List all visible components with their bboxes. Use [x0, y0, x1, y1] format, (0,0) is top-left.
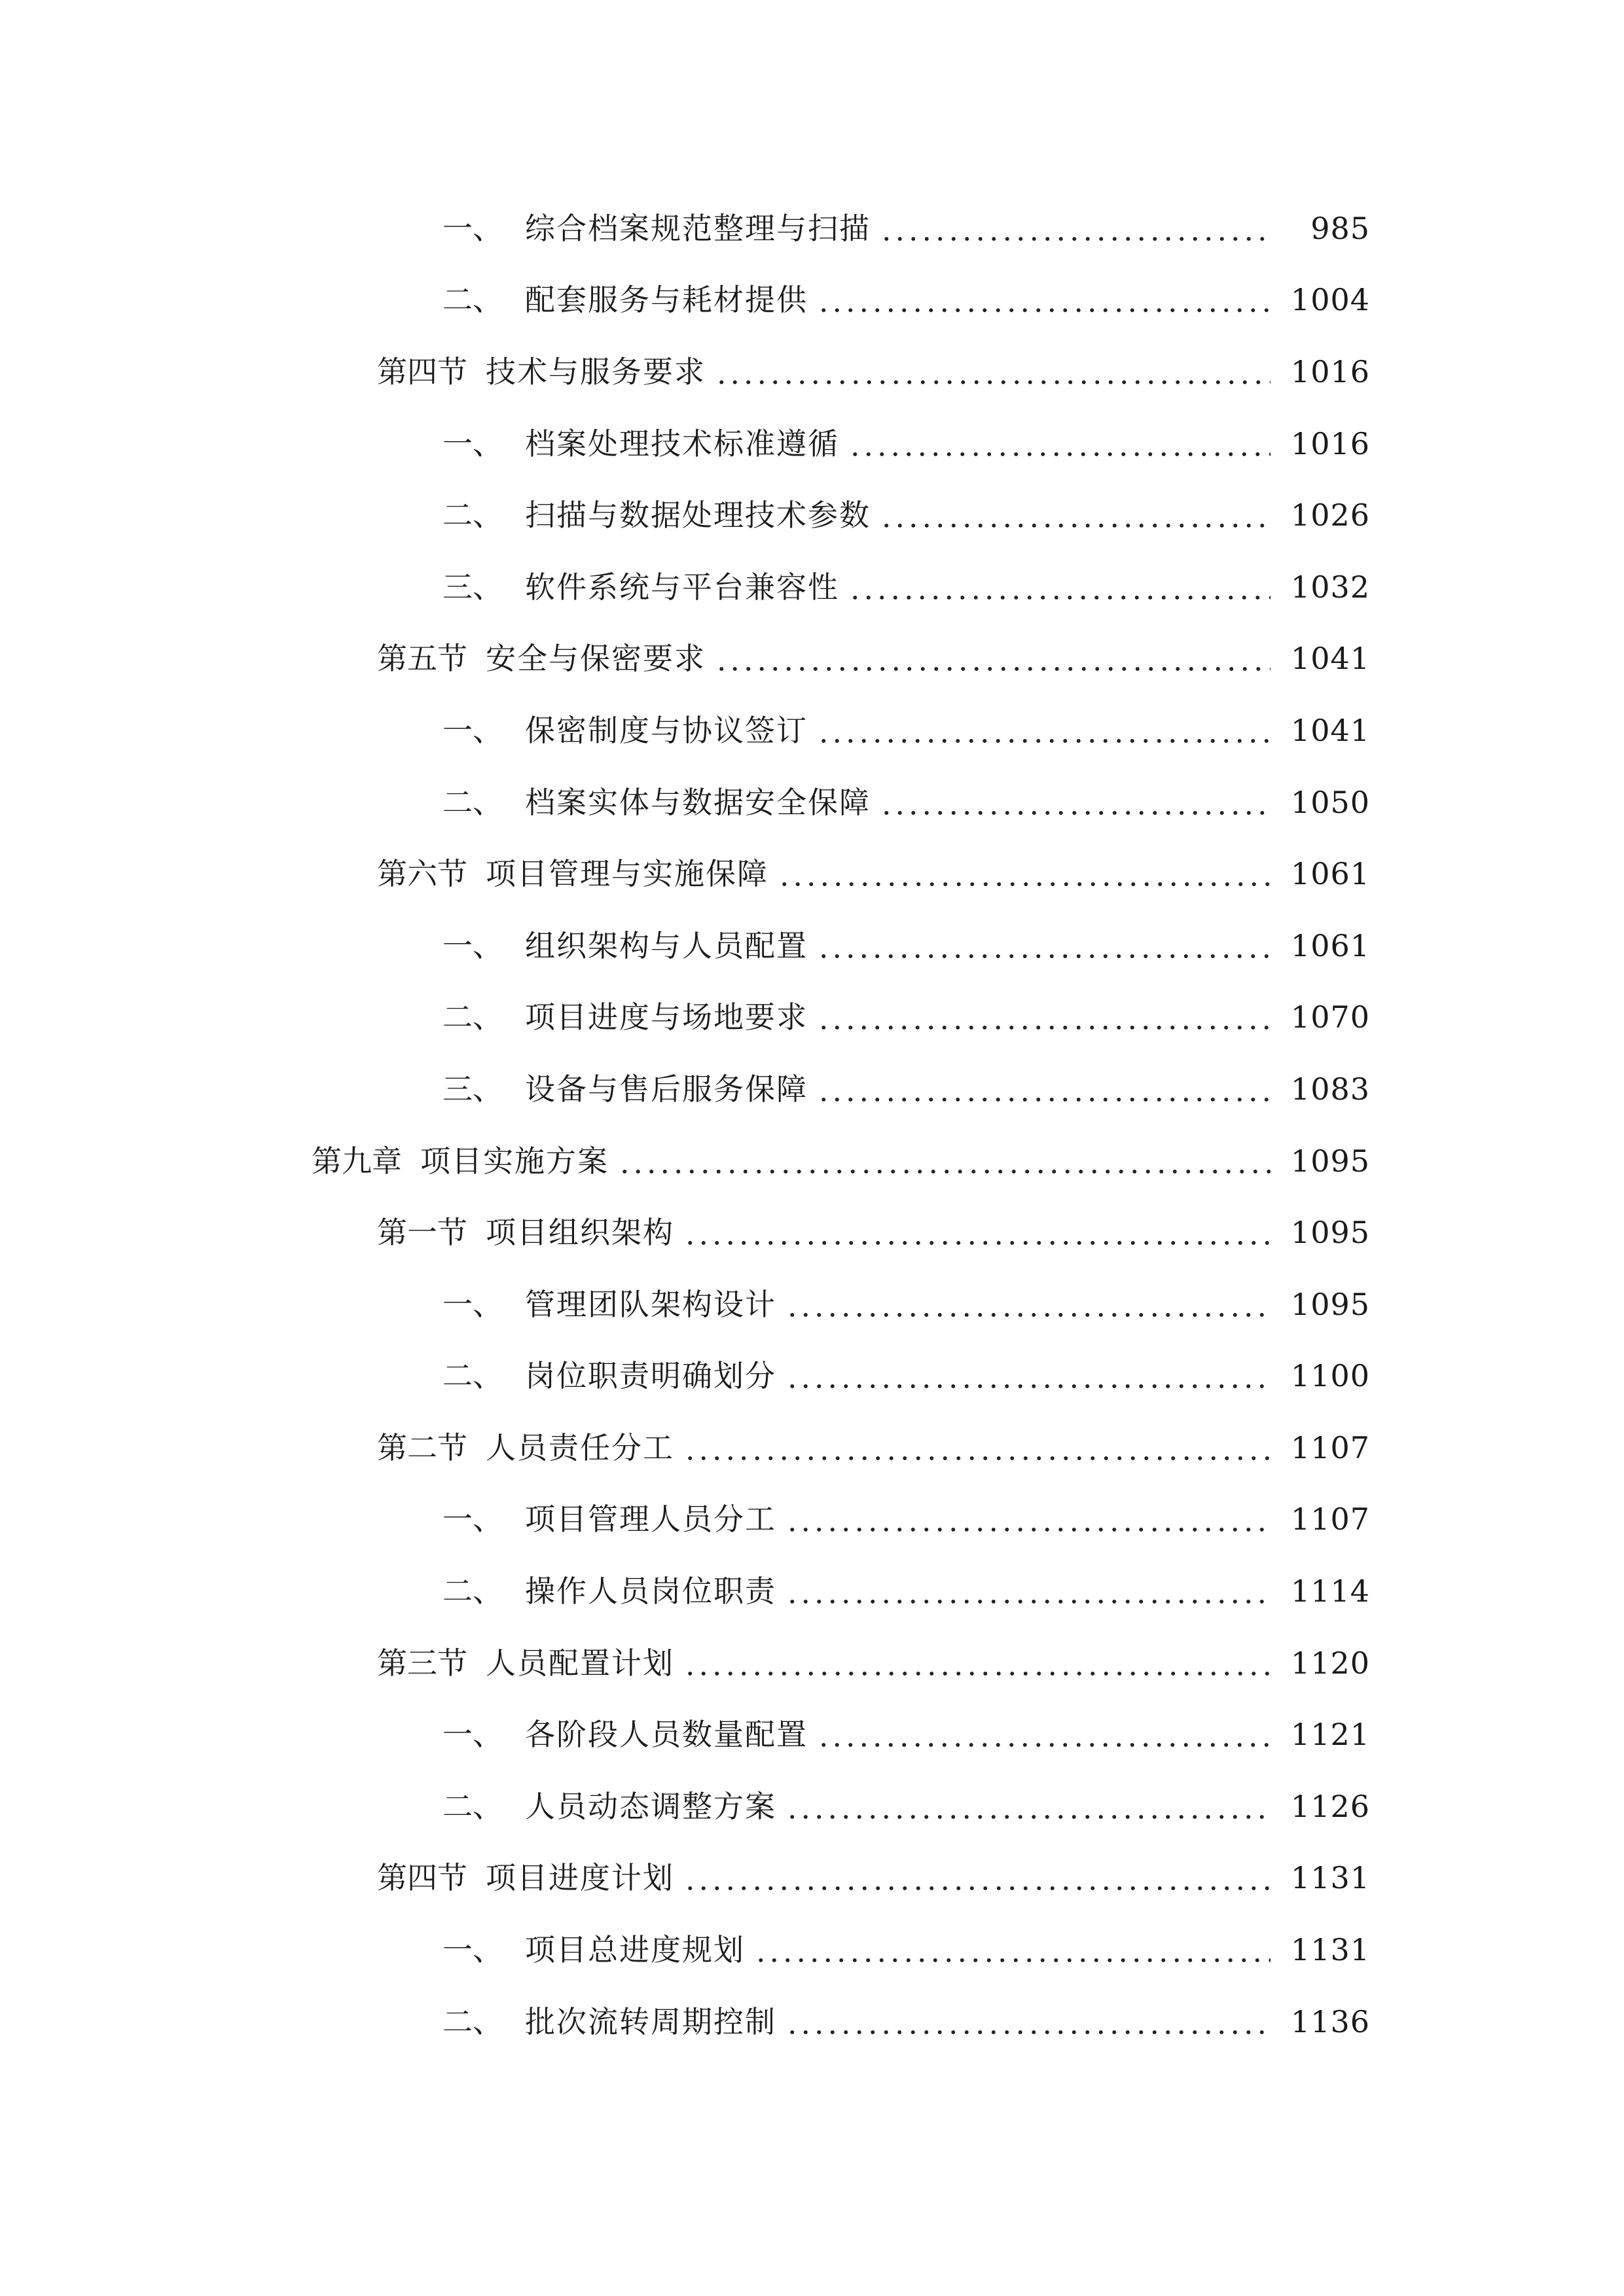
toc-dot-leader — [683, 1863, 1271, 1893]
toc-dot-leader — [785, 2007, 1271, 2037]
toc-dot-leader — [778, 859, 1271, 889]
toc-page-number: 1120 — [1290, 1645, 1370, 1681]
toc-entry-title: 扫描与数据处理技术参数 — [525, 497, 871, 533]
toc-entry-title: 软件系统与平台兼容性 — [525, 569, 839, 605]
toc-entry-title: 安全与保密要求 — [486, 641, 706, 677]
toc-entry-number: 第三节 — [377, 1645, 467, 1681]
toc-page-number: 1083 — [1290, 1071, 1370, 1107]
toc-page-number: 1041 — [1290, 641, 1370, 677]
toc-entry-number: 一、 — [442, 1932, 503, 1968]
toc-page-number: 1095 — [1290, 1215, 1370, 1251]
toc-dot-leader — [785, 1504, 1271, 1534]
toc-entry[interactable] — [0, 1770, 1624, 1842]
toc-entry[interactable] — [0, 1698, 1624, 1770]
toc-dot-leader — [683, 1648, 1271, 1678]
toc-entry-number: 第九章 — [312, 1143, 402, 1179]
toc-entry-number: 第四节 — [377, 1860, 467, 1896]
toc-entry-title: 项目组织架构 — [486, 1215, 674, 1251]
toc-page-number: 1061 — [1290, 856, 1370, 892]
toc-entry-title: 项目管理人员分工 — [525, 1501, 776, 1537]
toc-entry-title: 岗位职责明确划分 — [525, 1358, 776, 1394]
toc-dot-leader — [683, 1217, 1271, 1247]
toc-page-number: 1026 — [1290, 497, 1370, 533]
toc-dot-leader — [817, 715, 1271, 745]
toc-page-number: 1095 — [1290, 1143, 1370, 1179]
toc-dot-leader — [618, 1146, 1271, 1176]
toc-entry-number: 二、 — [442, 999, 503, 1035]
toc-page-number: 985 — [1310, 210, 1370, 246]
toc-entry-title: 综合档案规范整理与扫描 — [525, 210, 871, 246]
toc-entry-title: 设备与售后服务保障 — [525, 1071, 808, 1107]
toc-entry-title: 管理团队架构设计 — [525, 1286, 776, 1322]
toc-page-number: 1032 — [1290, 569, 1370, 605]
toc-entry-title: 项目总进度规划 — [525, 1932, 745, 1968]
toc-dot-leader — [785, 1361, 1271, 1391]
toc-entry-title: 各阶段人员数量配置 — [525, 1717, 808, 1753]
toc-entry-number: 三、 — [442, 1071, 503, 1107]
toc-entry-title: 人员动态调整方案 — [525, 1788, 776, 1824]
toc-entry[interactable] — [0, 1842, 1624, 1914]
toc-dot-leader — [785, 1576, 1271, 1606]
toc-entry-title: 人员配置计划 — [486, 1645, 674, 1681]
toc-entry-number: 第六节 — [377, 856, 467, 892]
toc-entry-number: 二、 — [442, 1573, 503, 1609]
toc-entry-number: 二、 — [442, 1788, 503, 1824]
toc-entry-title: 操作人员岗位职责 — [525, 1573, 776, 1609]
toc-page-number: 1004 — [1290, 282, 1370, 318]
toc-entry-number: 一、 — [442, 425, 503, 461]
toc-entry-number: 二、 — [442, 2003, 503, 2039]
toc-page-number: 1114 — [1290, 1573, 1370, 1609]
toc-page-number: 1136 — [1290, 2003, 1370, 2039]
toc-entry[interactable] — [0, 1268, 1624, 1340]
toc-page-number: 1070 — [1290, 999, 1370, 1035]
toc-dot-leader — [817, 285, 1271, 315]
toc-entry-number: 一、 — [442, 210, 503, 246]
toc-entry[interactable] — [0, 766, 1624, 838]
toc-entry[interactable] — [0, 1914, 1624, 1986]
toc-entry-title: 配套服务与耗材提供 — [525, 282, 808, 318]
toc-entry[interactable] — [0, 1340, 1624, 1412]
toc-entry-title: 项目管理与实施保障 — [486, 856, 768, 892]
table-of-contents — [0, 192, 1624, 2057]
toc-dot-leader — [817, 931, 1271, 961]
toc-dot-leader — [683, 1433, 1271, 1463]
toc-entry[interactable] — [0, 479, 1624, 551]
toc-page-number: 1107 — [1290, 1501, 1370, 1537]
toc-entry-number: 一、 — [442, 1717, 503, 1753]
toc-dot-leader — [848, 429, 1271, 459]
toc-entry-title: 技术与服务要求 — [486, 353, 706, 389]
toc-entry[interactable] — [0, 551, 1624, 623]
toc-entry[interactable] — [0, 1196, 1624, 1268]
toc-dot-leader — [817, 1719, 1271, 1749]
toc-dot-leader — [715, 643, 1271, 673]
toc-dot-leader — [848, 572, 1271, 602]
toc-entry-number: 一、 — [442, 1286, 503, 1322]
toc-page-number: 1041 — [1290, 712, 1370, 748]
toc-entry-title: 人员责任分工 — [486, 1429, 674, 1465]
toc-dot-leader — [785, 1289, 1271, 1319]
toc-entry-number: 第五节 — [377, 641, 467, 677]
toc-entry-number: 二、 — [442, 497, 503, 533]
toc-dot-leader — [817, 1074, 1271, 1104]
toc-entry-title: 批次流转周期控制 — [525, 2003, 776, 2039]
toc-entry-title: 组织架构与人员配置 — [525, 927, 808, 963]
toc-page-number: 1016 — [1290, 425, 1370, 461]
toc-dot-leader — [880, 500, 1271, 530]
toc-page-number: 1131 — [1290, 1932, 1370, 1968]
toc-entry-number: 二、 — [442, 1358, 503, 1394]
toc-entry-number: 一、 — [442, 1501, 503, 1537]
toc-entry[interactable] — [0, 910, 1624, 982]
toc-entry[interactable] — [0, 1484, 1624, 1556]
toc-entry[interactable] — [0, 838, 1624, 910]
toc-dot-leader — [754, 1935, 1271, 1965]
toc-entry-number: 第四节 — [377, 353, 467, 389]
toc-entry[interactable] — [0, 694, 1624, 766]
toc-entry-number: 二、 — [442, 784, 503, 820]
toc-entry-title: 项目进度与场地要求 — [525, 999, 808, 1035]
toc-page-number: 1126 — [1290, 1788, 1370, 1824]
toc-entry[interactable] — [0, 336, 1624, 408]
toc-page-number: 1131 — [1290, 1860, 1370, 1896]
toc-page-number: 1121 — [1290, 1717, 1370, 1753]
toc-dot-leader — [715, 357, 1271, 387]
toc-page-number: 1016 — [1290, 353, 1370, 389]
toc-entry[interactable] — [0, 1986, 1624, 2058]
toc-dot-leader — [880, 213, 1271, 243]
toc-entry-title: 档案处理技术标准遵循 — [525, 425, 839, 461]
toc-entry-title: 项目进度计划 — [486, 1860, 674, 1896]
toc-entry-title: 档案实体与数据安全保障 — [525, 784, 871, 820]
toc-entry-title: 保密制度与协议签订 — [525, 712, 808, 748]
toc-entry[interactable] — [0, 1627, 1624, 1699]
toc-entry[interactable] — [0, 982, 1624, 1054]
toc-page-number: 1100 — [1290, 1358, 1370, 1394]
toc-dot-leader — [817, 1002, 1271, 1032]
toc-page-number: 1050 — [1290, 784, 1370, 820]
toc-entry[interactable] — [0, 623, 1624, 695]
toc-page-number: 1107 — [1290, 1429, 1370, 1465]
toc-entry[interactable] — [0, 1412, 1624, 1484]
toc-entry-number: 一、 — [442, 712, 503, 748]
toc-dot-leader — [880, 787, 1271, 817]
toc-page-number: 1095 — [1290, 1286, 1370, 1322]
toc-entry[interactable] — [0, 408, 1624, 480]
toc-entry[interactable] — [0, 192, 1624, 264]
toc-entry-number: 二、 — [442, 282, 503, 318]
toc-dot-leader — [785, 1791, 1271, 1821]
toc-entry[interactable] — [0, 264, 1624, 336]
toc-entry-number: 一、 — [442, 927, 503, 963]
toc-entry[interactable] — [0, 1125, 1624, 1197]
toc-entry-number: 第二节 — [377, 1429, 467, 1465]
toc-page-number: 1061 — [1290, 927, 1370, 963]
toc-entry-number: 第一节 — [377, 1215, 467, 1251]
toc-entry-title: 项目实施方案 — [420, 1143, 609, 1179]
toc-entry[interactable] — [0, 1555, 1624, 1627]
toc-entry[interactable] — [0, 1053, 1624, 1125]
toc-entry-number: 三、 — [442, 569, 503, 605]
